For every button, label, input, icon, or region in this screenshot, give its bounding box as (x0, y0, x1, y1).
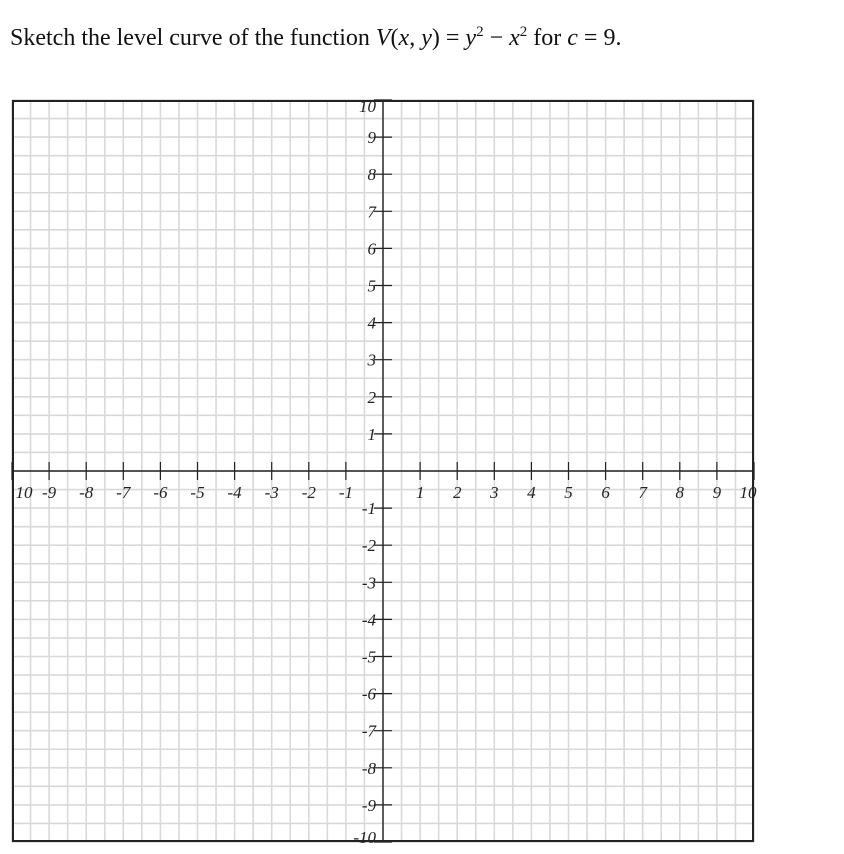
exponent-y: 2 (476, 24, 484, 40)
graph-area[interactable] (12, 97, 757, 847)
y-tick-label: 1 (367, 424, 376, 444)
arg-x: x (398, 25, 410, 51)
question-text (10, 22, 621, 54)
y-tick-label: 9 (367, 128, 376, 148)
x-tick-label: -6 (153, 483, 168, 502)
y-tick-label: -4 (361, 610, 376, 630)
arg-comma: , (409, 25, 422, 51)
c-variable: c (567, 25, 578, 51)
x-tick-label: 5 (564, 483, 573, 502)
for-text: for (527, 25, 568, 51)
x-tick-label: 4 (527, 483, 536, 502)
arg-y: y (421, 25, 432, 51)
y-tick-label: 3 (367, 350, 376, 370)
y-ticks (353, 97, 392, 847)
y-tick-label: -2 (361, 536, 376, 556)
term-x: x (509, 25, 520, 51)
x-tick-label: 3 (490, 483, 499, 502)
question-prefix: Sketch the level curve of the function (10, 25, 370, 51)
c-value: 9. (603, 25, 622, 51)
x-tick-label: 6 (601, 483, 610, 502)
y-tick-label: 4 (367, 313, 376, 333)
y-tick-label: 2 (367, 387, 376, 407)
x-tick-label: 2 (452, 483, 462, 502)
x-tick-label: -2 (301, 483, 316, 502)
equals-sign: = (439, 25, 466, 51)
term-y: y (465, 25, 477, 51)
x-tick-label: 10 (739, 483, 757, 502)
x-tick-label: 9 (712, 483, 722, 502)
function-name: V (375, 25, 391, 51)
x-tick-label: -4 (227, 483, 242, 502)
x-tick-label: -1 (338, 483, 353, 502)
x-tick-label: -5 (190, 483, 205, 502)
open-paren: ( (390, 25, 399, 51)
x-tick-label: 7 (638, 483, 647, 502)
y-tick-label: -7 (361, 721, 376, 741)
x-tick-label: 1 (415, 483, 425, 502)
x-tick-label: -8 (79, 483, 94, 502)
x-tick-label: -7 (116, 483, 131, 502)
x-tick-label: -9 (42, 483, 57, 502)
y-tick-label: 10 (359, 97, 376, 116)
equals-sign-2: = (577, 25, 604, 51)
coordinate-grid[interactable] (12, 97, 757, 847)
exponent-x: 2 (519, 24, 528, 40)
y-tick-label: -5 (361, 647, 376, 667)
y-tick-label: -3 (361, 573, 376, 593)
x-tick-label: -3 (264, 483, 279, 502)
y-tick-label: -10 (353, 828, 376, 847)
y-tick-label: 7 (367, 202, 376, 222)
y-tick-label: 6 (367, 239, 376, 259)
minus-sign: − (483, 25, 510, 51)
y-tick-label: -9 (361, 795, 376, 815)
y-tick-label: 5 (367, 276, 376, 296)
y-tick-label: -8 (361, 758, 376, 778)
y-tick-label: -6 (361, 684, 376, 704)
x-tick-label: 10 (15, 483, 33, 502)
y-tick-label: -1 (361, 499, 376, 519)
x-tick-label: 8 (675, 483, 685, 502)
close-paren: ) (431, 25, 440, 51)
y-tick-label: 8 (367, 165, 376, 185)
